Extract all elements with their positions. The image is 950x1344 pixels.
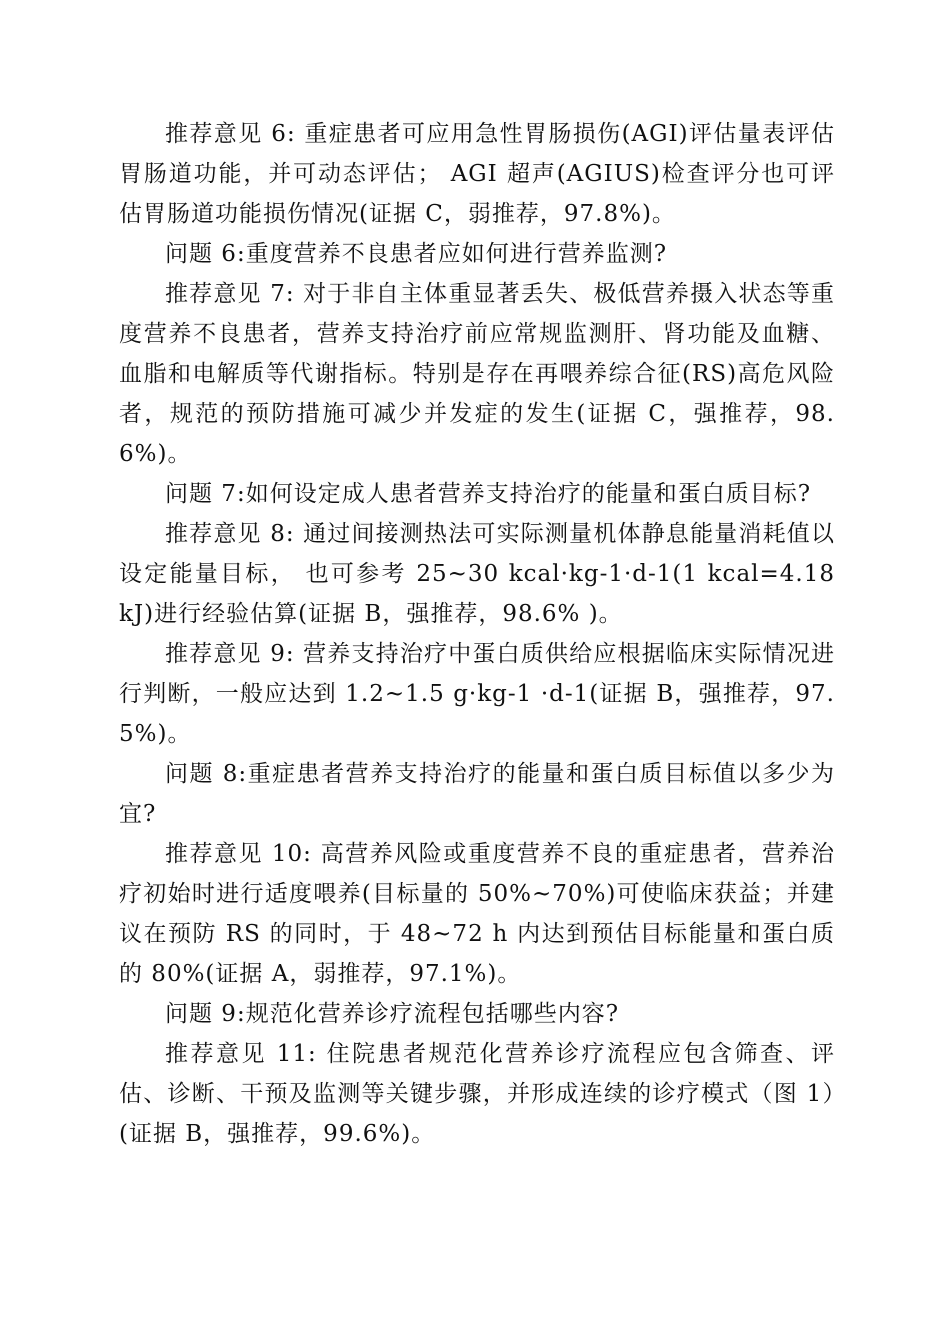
question-8: 问题 8:重症患者营养支持治疗的能量和蛋白质目标值以多少为宜? [119,761,835,827]
question-9: 问题 9:规范化营养诊疗流程包括哪些内容? [165,1001,620,1027]
question-7: 问题 7:如何设定成人患者营养支持治疗的能量和蛋白质目标? [165,481,812,507]
recommendation-9: 推荐意见 9: 营养支持治疗中蛋白质供给应根据临床实际情况进行判断，一般应达到 1.2~1.5 g·kg-1 ·d-1(证据 B，强推荐，97.5%)。 [119,641,835,747]
recommendation-11: 推荐意见 11: 住院患者规范化营养诊疗流程应包含筛查、评估、诊断、干预及监测等关键步骤，并形成连续的诊疗模式（图 1）(证据 B，强推荐，99.6%)。 [119,1041,835,1147]
question-6: 问题 6:重度营养不良患者应如何进行营养监测? [165,241,668,267]
recommendation-8: 推荐意见 8: 通过间接测热法可实际测量机体静息能量消耗值以设定能量目标， 也可参考 25~30 kcal·kg-1·d-1(1 kcal=4.18 kJ)进行经验估算(证据 B，强推荐，98.6% )。 [119,521,835,627]
recommendation-10: 推荐意见 10: 高营养风险或重度营养不良的重症患者，营养治疗初始时进行适度喂养(目标量的 50%~70%)可使临床获益；并建议在预防 RS 的同时，于 48~72 h 内达到预估目标能量和蛋白质的 80%(证据 A，弱推荐，97.1%)。 [119,841,835,987]
document-body [119,114,835,1154]
recommendation-7: 推荐意见 7: 对于非自主体重显著丢失、极低营养摄入状态等重度营养不良患者，营养支持治疗前应常规监测肝、肾功能及血糖、血脂和电解质等代谢指标。特别是存在再喂养综合征(RS)高危风险者，规范的预防措施可减少并发症的发生(证据 C，强推荐，98.6%)。 [119,281,835,467]
recommendation-6: 推荐意见 6: 重症患者可应用急性胃肠损伤(AGI)评估量表评估胃肠道功能，并可动态评估； AGI 超声(AGIUS)检查评分也可评估胃肠道功能损伤情况(证据 C，弱推荐，97.8%)。 [119,121,835,227]
